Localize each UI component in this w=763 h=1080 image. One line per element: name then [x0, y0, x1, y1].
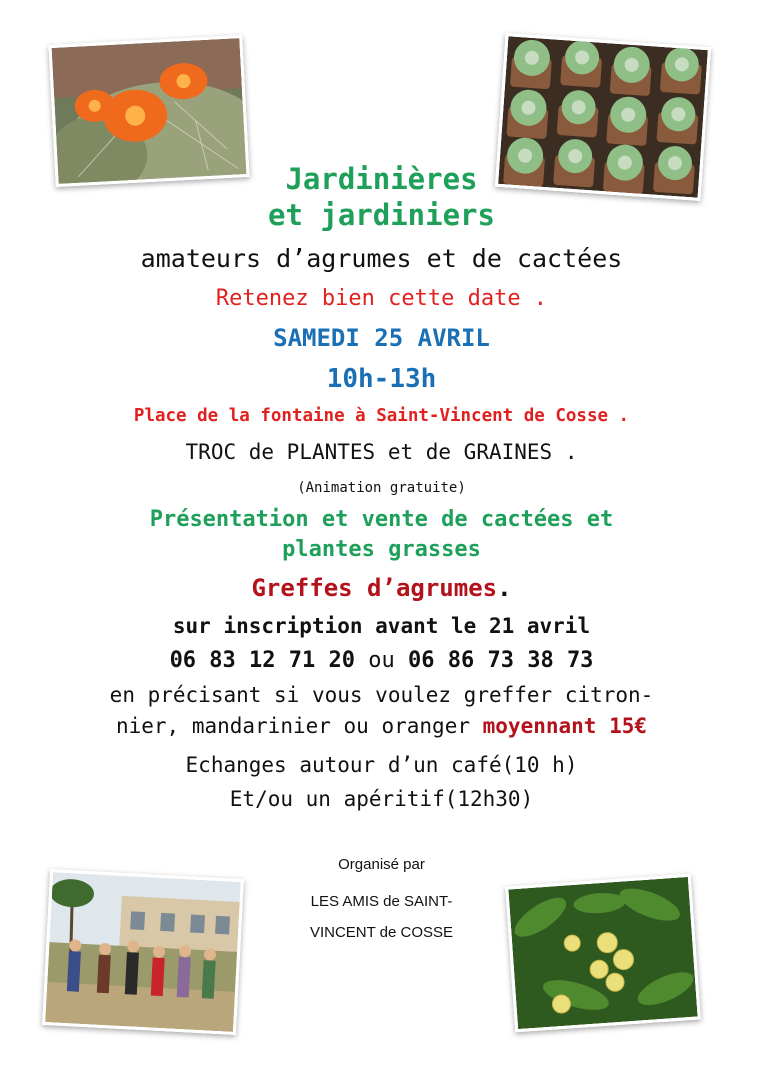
echanges-line-2: Et/ou un apéritif(12h30): [229, 787, 534, 811]
event-date: SAMEDI 25 AVRIL: [273, 324, 490, 352]
troc-headline: TROC de PLANTES et de GRAINES .: [185, 440, 578, 464]
phone-numbers: [0, 648, 763, 673]
event-time: 10h-13h: [326, 364, 437, 394]
organizer-label: Organisé par: [338, 856, 425, 873]
precision-line-1: en précisant si vous voulez greffer citron-: [109, 683, 654, 707]
greffes-label: Greffes d’agrumes: [251, 574, 498, 602]
event-place: Place de la fontaine à Saint-Vincent de Cosse .: [133, 406, 630, 426]
subtitle: amateurs d’agrumes et de cactées: [140, 244, 623, 273]
save-the-date-notice: Retenez bien cette date .: [215, 286, 548, 311]
phone-1[interactable]: 06 83 12 71 20: [169, 648, 355, 673]
greffes-period: .: [497, 574, 512, 602]
inscription-deadline: sur inscription avant le 21 avril: [172, 614, 591, 638]
phone-or: ou: [368, 648, 395, 673]
precision-line-2-text: nier, mandarinier ou oranger: [115, 714, 470, 738]
echanges-line-1: Echanges autour d’un café(10 h): [185, 753, 578, 777]
presentation-line-1: Présentation et vente de cactées et: [149, 507, 614, 532]
presentation-line-2: plantes grasses: [282, 537, 481, 562]
title-line-2: et jardiniers: [268, 198, 495, 232]
precision-line-2: [0, 714, 763, 738]
organizer-name-line-1: LES AMIS de SAINT-: [310, 893, 453, 910]
phone-2[interactable]: 06 86 73 38 73: [408, 648, 594, 673]
organizer-name-line-2: VINCENT de COSSE: [309, 924, 454, 941]
price: moyennant 15€: [482, 714, 648, 738]
greffes-line: [0, 574, 763, 602]
animation-note: (Animation gratuite): [297, 480, 466, 496]
title-line-1: Jardinières: [285, 162, 478, 196]
